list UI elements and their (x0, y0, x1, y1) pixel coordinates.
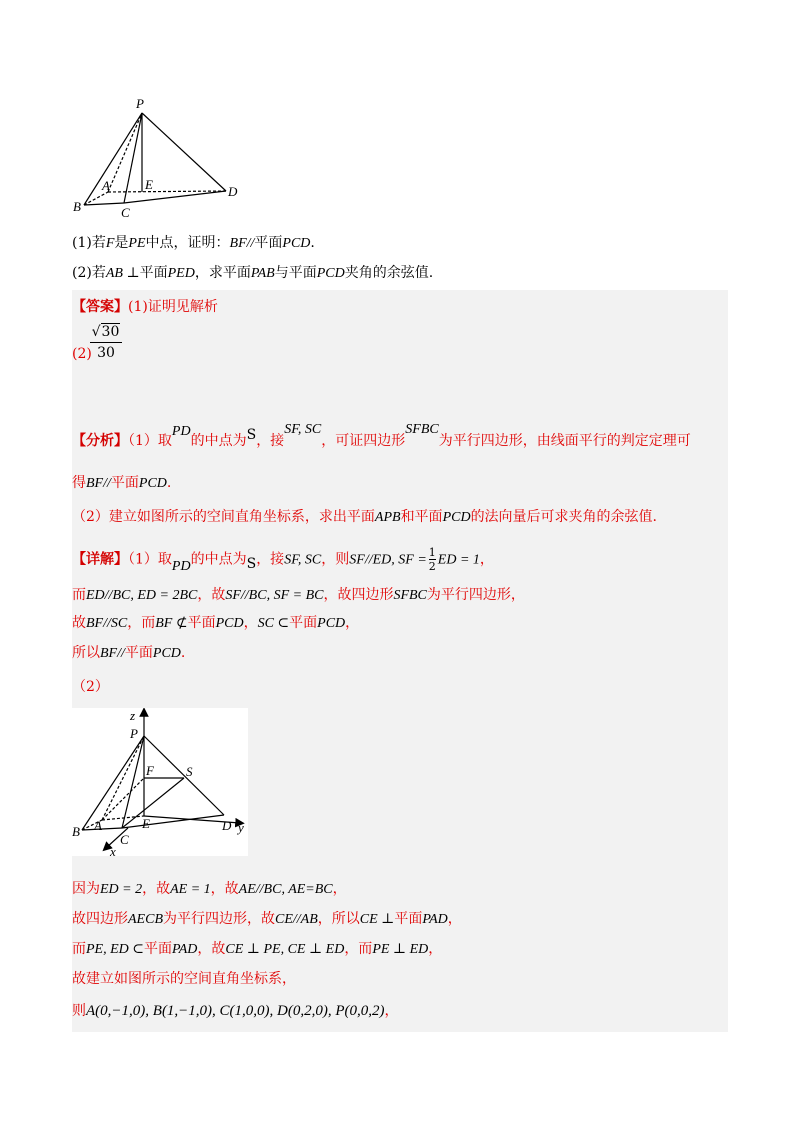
answer-line-1: 【答案】(1)证明见解析 (72, 299, 218, 315)
detail2-line-5: 则A(0,−1,0), B(1,−1,0), C(1,0,0), D(0,2,0), P(0,0,2)， (72, 1003, 399, 1019)
label-S: S (186, 764, 193, 779)
label-z: z (130, 708, 136, 723)
pyramid-figure (70, 95, 250, 220)
coordinate-figure (72, 708, 248, 856)
detail-line-4: 所以BF//平面PCD. (72, 645, 186, 661)
question-1: (1)若F是PE中点，证明：BF//平面PCD. (72, 235, 315, 251)
analysis-label: 【分析】 (72, 433, 128, 449)
label-x: x (110, 844, 116, 856)
analysis-line-1: 【分析】（1）取PD的中点为S，接SF, SC，可证四边形SFBC为平行四边形，由线面平行的判定定理可 (72, 422, 691, 449)
detail-line-2: 而ED//BC, ED = 2BC，故SF//BC, SF = BC，故四边形SFBC为平行四边形， (72, 587, 525, 603)
label-C: C (121, 205, 130, 220)
question-2: (2)若AB ⊥平面PED，求平面PAB与平面PCD夹角的余弦值. (72, 265, 434, 281)
label-E: E (145, 177, 153, 192)
label-E2: E (142, 816, 150, 831)
label-A: A (102, 178, 110, 193)
label-P: P (136, 96, 144, 111)
detail-line-3: 故BF//SC，而BF ⊄平面PCD，SC ⊂平面PCD， (72, 615, 360, 631)
answer-line-2: (2) (72, 346, 92, 362)
label-A2: A (94, 818, 102, 833)
detail2-line-3: 而PE, ED ⊂平面PAD，故CE ⊥ PE, CE ⊥ ED，而PE ⊥ ED， (72, 941, 443, 957)
label-B: B (73, 199, 81, 214)
detail2-line-1: 因为ED = 2，故AE = 1，故AE//BC, AE=BC， (72, 881, 347, 897)
label-D2: D (222, 818, 232, 833)
label-F: F (146, 763, 154, 778)
label-y: y (238, 820, 244, 835)
analysis-line-2: 得BF//平面PCD. (72, 475, 172, 491)
label-B2: B (72, 824, 80, 839)
detail-label: 【详解】 (72, 551, 128, 568)
answer-label: 【答案】 (72, 299, 128, 315)
detail-line-1: 【详解】（1）取PD的中点为S，接SF, SC，则SF//ED, SF = $\frac{1}{2}$ ED = 1， (72, 546, 494, 574)
label-D: D (228, 184, 238, 199)
label-C2: C (120, 832, 129, 847)
label-P2: P (130, 726, 138, 741)
detail-line-5: （2） (72, 679, 109, 695)
detail2-line-4: 故建立如图所示的空间直角坐标系， (72, 971, 296, 987)
answer-fraction: $\frac{√30}{30}$ (90, 324, 122, 361)
analysis-line-3: （2）建立如图所示的空间直角坐标系，求出平面APB和平面PCD的法向量后可求夹角的余弦值. (72, 509, 658, 525)
detail2-line-2: 故四边形AECB为平行四边形，故CE//AB，所以CE ⊥平面PAD， (72, 911, 462, 927)
